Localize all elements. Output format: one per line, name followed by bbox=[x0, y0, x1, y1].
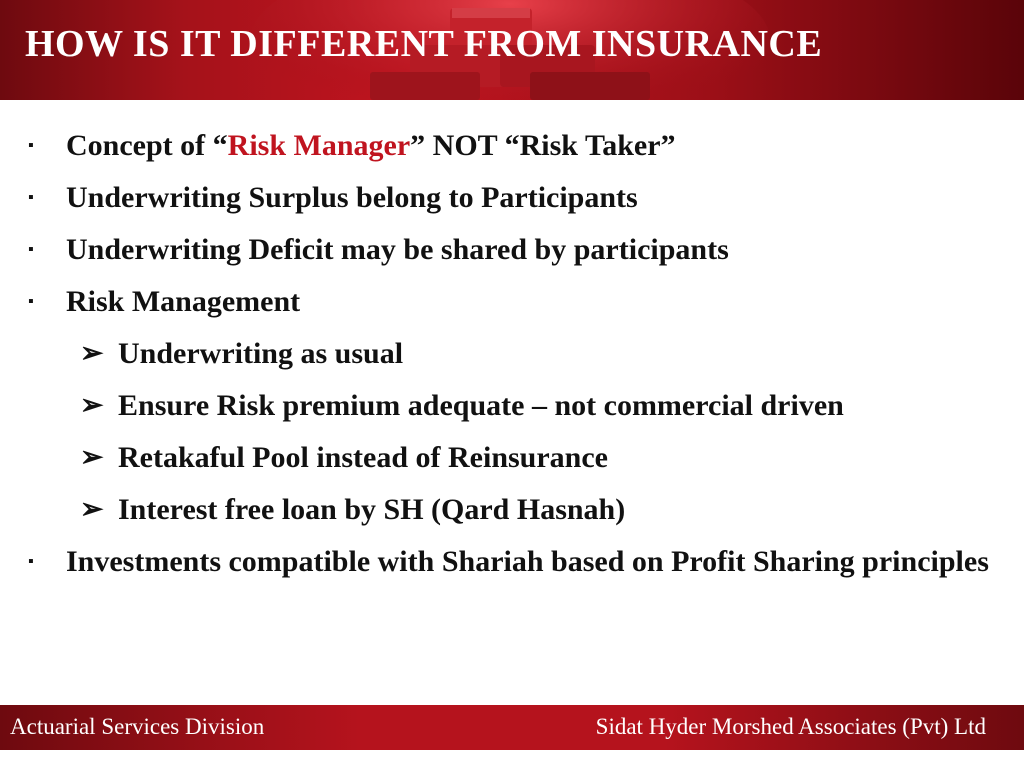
square-bullet-icon: ▪ bbox=[28, 241, 34, 258]
bullet-text: Underwriting Surplus belong to Participants bbox=[66, 181, 638, 214]
arrow-bullet-icon: ➢ bbox=[80, 494, 104, 525]
bullet-list bbox=[28, 125, 996, 593]
list-item bbox=[28, 229, 996, 271]
sub-bullet-text: Underwriting as usual bbox=[118, 337, 404, 370]
footer-division: Actuarial Services Division bbox=[10, 714, 265, 739]
bullet-text: Risk Management bbox=[66, 285, 301, 318]
list-item bbox=[28, 177, 996, 219]
list-item bbox=[28, 541, 996, 583]
arrow-bullet-icon: ➢ bbox=[80, 390, 104, 421]
sub-list-item bbox=[28, 437, 996, 479]
sub-bullet-text: Interest free loan by SH (Qard Hasnah) bbox=[118, 493, 626, 526]
sub-bullet-text: Ensure Risk premium adequate – not commercial driven bbox=[118, 389, 844, 422]
square-bullet-icon: ▪ bbox=[28, 293, 34, 310]
list-item bbox=[28, 125, 996, 167]
sub-list-item bbox=[28, 385, 996, 427]
slide-header bbox=[0, 0, 1024, 100]
bullet-text-suffix: ” NOT “Risk Taker” bbox=[410, 129, 676, 162]
bullet-text-prefix: Concept of “ bbox=[66, 129, 228, 162]
sub-bullet-text: Retakaful Pool instead of Reinsurance bbox=[118, 441, 608, 474]
list-item bbox=[28, 281, 996, 323]
arrow-bullet-icon: ➢ bbox=[80, 338, 104, 369]
highlighted-term: Risk Manager bbox=[227, 129, 411, 162]
sub-list-item bbox=[28, 489, 996, 531]
arrow-bullet-icon: ➢ bbox=[80, 442, 104, 473]
footer-company: Sidat Hyder Morshed Associates (Pvt) Ltd bbox=[595, 714, 986, 739]
bullet-text: Investments compatible with Shariah based on Profit Sharing principles bbox=[66, 545, 989, 578]
square-bullet-icon: ▪ bbox=[28, 137, 34, 154]
square-bullet-icon: ▪ bbox=[28, 189, 34, 206]
bullet-text: Underwriting Deficit may be shared by participants bbox=[66, 233, 729, 266]
slide-footer bbox=[0, 705, 1024, 750]
square-bullet-icon: ▪ bbox=[28, 553, 34, 570]
page-title: HOW IS IT DIFFERENT FROM INSURANCE bbox=[25, 23, 823, 65]
sub-list-item bbox=[28, 333, 996, 375]
